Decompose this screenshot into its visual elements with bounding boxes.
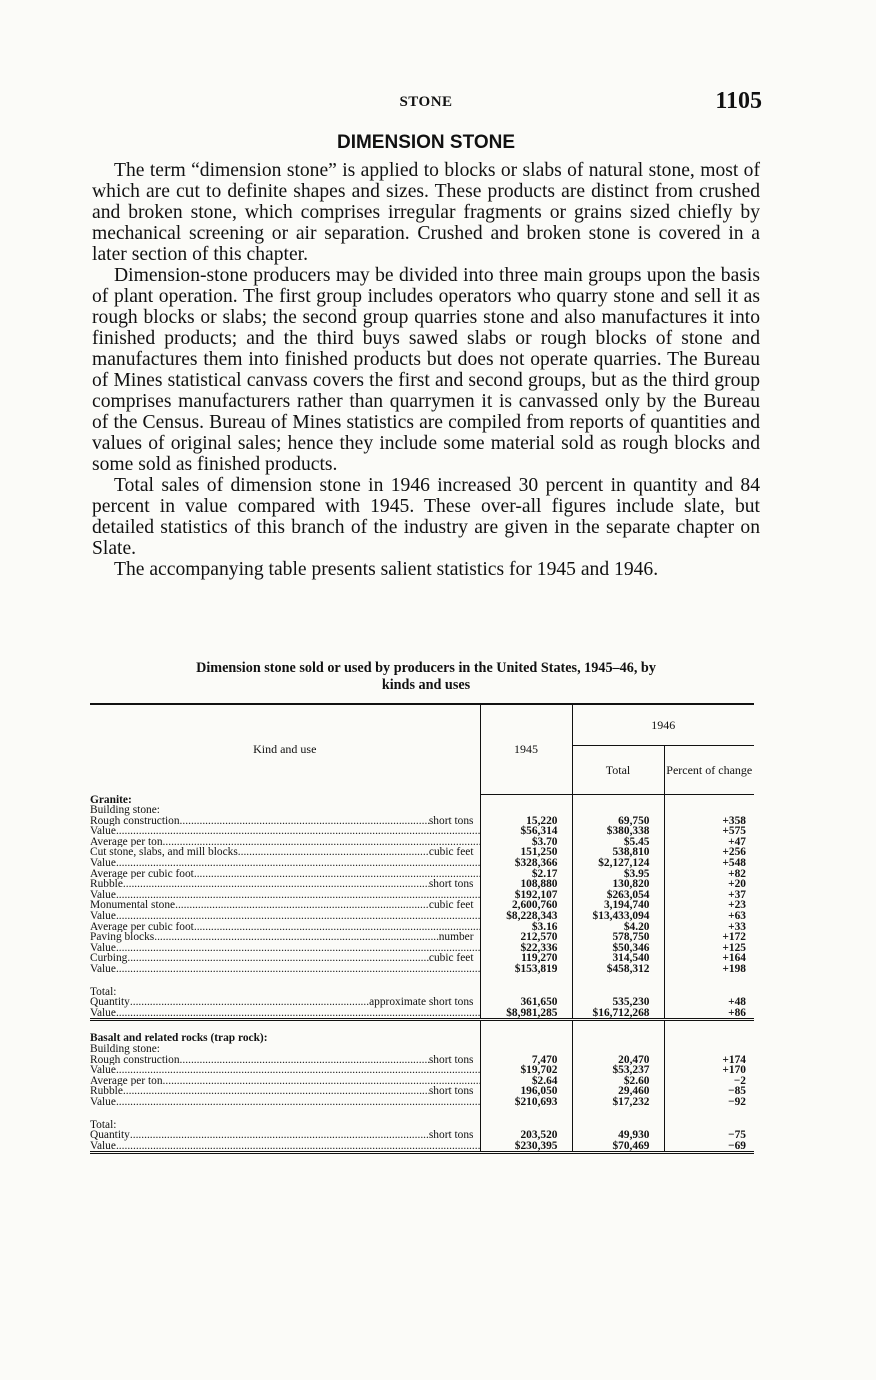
- table-row: [90, 1033, 754, 1044]
- percent-change-cell: −92: [664, 1097, 754, 1108]
- row-label-text: Value: [90, 1065, 116, 1076]
- row-label: [90, 997, 480, 1008]
- row-unit: short tons: [428, 1086, 474, 1097]
- table-row: [90, 911, 754, 922]
- row-unit: cubic feet: [428, 847, 474, 859]
- spacer-row: [90, 975, 754, 987]
- row-label: [90, 953, 480, 964]
- table-row: [90, 922, 754, 933]
- row-label-text: Average per cubic foot: [90, 921, 194, 933]
- table-row: [90, 847, 754, 858]
- row-unit: short tons: [428, 1054, 474, 1066]
- row-label-text: Basalt and related rocks (trap rock):: [90, 1033, 268, 1044]
- percent-change-cell: −85: [664, 1086, 754, 1097]
- row-label-text: Quantity: [90, 1130, 130, 1141]
- leader-dots: [116, 1065, 480, 1076]
- value-1945-cell: 7,470: [480, 1055, 572, 1066]
- row-label: [90, 1141, 480, 1153]
- leader-dots: [175, 900, 429, 911]
- value-1946-total-cell: 130,820: [572, 879, 664, 890]
- value-1945-cell: 203,520: [480, 1130, 572, 1141]
- percent-change-cell: +172: [664, 932, 754, 943]
- paragraph: The accompanying table presents salient statistics for 1945 and 1946.: [114, 559, 659, 580]
- percent-change-cell: +23: [664, 900, 754, 911]
- value-1946-total-cell: $458,312: [572, 964, 664, 975]
- value-1945-cell: 2,600,760: [480, 900, 572, 911]
- row-label-text: Average per ton: [90, 836, 163, 848]
- leader-dots: [130, 997, 369, 1008]
- value-1946-total-cell: 314,540: [572, 953, 664, 964]
- value-1946-total-cell: $5.45: [572, 837, 664, 848]
- row-label-text: Curbing: [90, 953, 128, 964]
- percent-change-cell: [664, 1044, 754, 1055]
- table-row: [90, 805, 754, 816]
- value-1945-cell: 108,880: [480, 879, 572, 890]
- spacer-cell: [664, 1020, 754, 1034]
- row-unit: approximate short tons: [369, 997, 474, 1008]
- leader-dots: [180, 1055, 429, 1066]
- value-1946-total-cell: $70,469: [572, 1141, 664, 1153]
- percent-change-cell: +174: [664, 1055, 754, 1066]
- row-label: [90, 964, 480, 975]
- value-1946-total-cell: 535,230: [572, 997, 664, 1008]
- row-label-text: Average per cubic foot: [90, 868, 194, 880]
- running-title: STONE: [399, 94, 453, 110]
- spacer-cell: [90, 1020, 480, 1034]
- table-row: [90, 900, 754, 911]
- row-label-text: Value: [90, 858, 116, 869]
- row-unit: cubic feet: [428, 900, 474, 912]
- percent-change-cell: [664, 1033, 754, 1044]
- percent-change-cell: +164: [664, 953, 754, 964]
- value-1945-cell: $210,693: [480, 1097, 572, 1108]
- value-1946-total-cell: 20,470: [572, 1055, 664, 1066]
- table-caption-line: kinds and uses: [381, 677, 471, 693]
- header-1945: 1945: [480, 704, 572, 795]
- value-1946-total-cell: [572, 795, 664, 806]
- leader-dots: [116, 1141, 480, 1152]
- row-label: [90, 1055, 480, 1066]
- row-label-text: Rough construction: [90, 815, 180, 827]
- percent-change-cell: +20: [664, 879, 754, 890]
- row-label: [90, 826, 480, 837]
- table-caption: [90, 660, 762, 694]
- row-unit: short tons: [428, 879, 474, 890]
- percent-change-cell: +358: [664, 816, 754, 827]
- row-label-text: Total:: [90, 1119, 117, 1131]
- leader-dots: [163, 1076, 480, 1087]
- value-1945-cell: $2.17: [480, 869, 572, 880]
- value-1945-cell: $153,819: [480, 964, 572, 975]
- value-1945-cell: [480, 1044, 572, 1055]
- spacer-cell: [480, 1108, 572, 1120]
- table-row: [90, 987, 754, 998]
- row-label-text: Value: [90, 1007, 116, 1019]
- value-1945-cell: $3.70: [480, 837, 572, 848]
- percent-change-cell: +125: [664, 943, 754, 954]
- value-1946-total-cell: 3,194,740: [572, 900, 664, 911]
- percent-change-cell: +47: [664, 837, 754, 848]
- percent-change-cell: [664, 795, 754, 806]
- percent-change-cell: +575: [664, 826, 754, 837]
- spacer-cell: [664, 975, 754, 987]
- statistics-table-wrap: [90, 703, 754, 1154]
- row-label: [90, 1076, 480, 1087]
- table-row: [90, 964, 754, 975]
- leader-dots: [154, 932, 438, 943]
- row-label-text: Average per ton: [90, 1075, 163, 1087]
- row-label-text: Value: [90, 889, 116, 901]
- table-row: [90, 1086, 754, 1097]
- row-unit: number: [438, 932, 474, 943]
- value-1945-cell: $3.16: [480, 922, 572, 933]
- table-row: [90, 1044, 754, 1055]
- spacer-cell: [480, 1020, 572, 1034]
- table-row: [90, 869, 754, 880]
- table-row: [90, 1055, 754, 1066]
- table-row: [90, 795, 754, 806]
- table-row: [90, 1008, 754, 1020]
- row-label: [90, 1044, 480, 1055]
- row-unit: short tons: [428, 1130, 474, 1141]
- value-1945-cell: 212,570: [480, 932, 572, 943]
- value-1945-cell: $192,107: [480, 890, 572, 901]
- table-row: [90, 932, 754, 943]
- row-label: [90, 911, 480, 922]
- spacer-cell: [90, 1108, 480, 1120]
- leader-dots: [194, 922, 480, 933]
- row-label-text: Value: [90, 826, 116, 837]
- leader-dots: [123, 879, 429, 890]
- value-1946-total-cell: $50,346: [572, 943, 664, 954]
- value-1945-cell: 15,220: [480, 816, 572, 827]
- row-label: [90, 869, 480, 880]
- percent-change-cell: +37: [664, 890, 754, 901]
- table-row: [90, 858, 754, 869]
- value-1945-cell: $56,314: [480, 826, 572, 837]
- row-label: [90, 805, 480, 816]
- row-label-text: Value: [90, 942, 116, 954]
- value-1946-total-cell: 69,750: [572, 816, 664, 827]
- table-row: [90, 943, 754, 954]
- value-1945-cell: [480, 795, 572, 806]
- percent-change-cell: +548: [664, 858, 754, 869]
- table-row: [90, 816, 754, 827]
- spacer-cell: [572, 1020, 664, 1034]
- value-1945-cell: $2.64: [480, 1076, 572, 1087]
- percent-change-cell: −69: [664, 1141, 754, 1153]
- row-label-text: Cut stone, slabs, and mill blocks: [90, 847, 238, 859]
- row-unit: short tons: [428, 815, 474, 827]
- value-1945-cell: $19,702: [480, 1065, 572, 1076]
- row-label-text: Monumental stone: [90, 900, 176, 912]
- percent-change-cell: +82: [664, 869, 754, 880]
- leader-dots: [127, 953, 429, 964]
- row-label: [90, 858, 480, 869]
- body-text: [92, 160, 760, 580]
- table-row: [90, 1076, 754, 1087]
- table-row: [90, 826, 754, 837]
- percent-change-cell: −75: [664, 1130, 754, 1141]
- table-row: [90, 879, 754, 890]
- table-row: [90, 1065, 754, 1076]
- row-label: [90, 837, 480, 848]
- table-caption-line: Dimension stone sold or used by producers in the United States, 1945–46, by: [196, 660, 656, 676]
- value-1946-total-cell: $2.60: [572, 1076, 664, 1087]
- value-1946-total-cell: [572, 1033, 664, 1044]
- section-title: DIMENSION STONE: [336, 132, 516, 153]
- leader-dots: [238, 847, 429, 858]
- row-label: [90, 795, 480, 806]
- value-1946-total-cell: $4.20: [572, 922, 664, 933]
- row-label: [90, 890, 480, 901]
- leader-dots: [194, 869, 480, 880]
- leader-dots: [116, 1097, 480, 1108]
- table-row: [90, 997, 754, 1008]
- value-1945-cell: 151,250: [480, 847, 572, 858]
- row-label-text: Rough construction: [90, 1054, 180, 1066]
- row-label-text: Granite:: [90, 794, 132, 806]
- value-1946-total-cell: [572, 1044, 664, 1055]
- spacer-row: [90, 1020, 754, 1034]
- value-1946-total-cell: 29,460: [572, 1086, 664, 1097]
- percent-change-cell: +86: [664, 1008, 754, 1020]
- header-1946: 1946: [572, 704, 754, 746]
- row-label: [90, 1120, 480, 1131]
- value-1945-cell: $22,336: [480, 943, 572, 954]
- table-row: [90, 837, 754, 848]
- spacer-cell: [572, 975, 664, 987]
- value-1946-total-cell: $263,054: [572, 890, 664, 901]
- table-row: [90, 1120, 754, 1131]
- row-label-text: Paving blocks: [90, 932, 155, 943]
- table-row: [90, 1097, 754, 1108]
- header-percent-change: Percent of change: [664, 746, 754, 795]
- row-label: [90, 987, 480, 998]
- value-1946-total-cell: 538,810: [572, 847, 664, 858]
- spacer-row: [90, 1108, 754, 1120]
- spacer-cell: [480, 975, 572, 987]
- row-label: [90, 922, 480, 933]
- value-1945-cell: 196,050: [480, 1086, 572, 1097]
- row-label: [90, 816, 480, 827]
- value-1945-cell: [480, 1033, 572, 1044]
- row-label-text: Value: [90, 911, 116, 922]
- row-label-text: Building stone:: [90, 805, 160, 816]
- percent-change-cell: +33: [664, 922, 754, 933]
- leader-dots: [116, 858, 480, 869]
- value-1946-total-cell: $53,237: [572, 1065, 664, 1076]
- percent-change-cell: +198: [664, 964, 754, 975]
- spacer-cell: [572, 1108, 664, 1120]
- row-label-text: Building stone:: [90, 1043, 160, 1055]
- row-label: [90, 1130, 480, 1141]
- table-row: [90, 1130, 754, 1141]
- leader-dots: [163, 837, 480, 848]
- value-1945-cell: $328,366: [480, 858, 572, 869]
- value-1946-total-cell: $2,127,124: [572, 858, 664, 869]
- row-label: [90, 900, 480, 911]
- value-1945-cell: 361,650: [480, 997, 572, 1008]
- row-label: [90, 1008, 480, 1020]
- row-label-text: Value: [90, 1096, 116, 1108]
- running-head: [90, 88, 762, 118]
- value-1946-total-cell: 578,750: [572, 932, 664, 943]
- row-label: [90, 847, 480, 858]
- row-label: [90, 1097, 480, 1108]
- percent-change-cell: −2: [664, 1076, 754, 1087]
- leader-dots: [116, 911, 480, 922]
- leader-dots: [116, 964, 480, 975]
- paragraph: The term “dimension stone” is applied to blocks or slabs of natural stone, most of which are cut to definite shapes and sizes. These products are distinct from crushed and broken stone, which comprises irregular fragments or grains sized chiefly by mechanical screening or air separation. Crushed and broken stone is covered in a later section of this chapter.: [92, 160, 760, 265]
- value-1946-total-cell: $3.95: [572, 869, 664, 880]
- row-label: [90, 879, 480, 890]
- table-row: [90, 890, 754, 901]
- percent-change-cell: +256: [664, 847, 754, 858]
- table-body: [90, 795, 754, 1153]
- percent-change-cell: +48: [664, 997, 754, 1008]
- row-label-text: Value: [90, 1140, 116, 1152]
- paragraph: Total sales of dimension stone in 1946 increased 30 percent in quantity and 84 percent in value compared with 1945. These over-all figures include slate, but detailed statistics of this branch of the industry are given in the separate chapter on Slate.: [92, 475, 760, 559]
- leader-dots: [116, 826, 480, 837]
- header-kind-and-use: Kind and use: [90, 704, 480, 795]
- percent-change-cell: +170: [664, 1065, 754, 1076]
- value-1946-total-cell: $13,433,094: [572, 911, 664, 922]
- leader-dots: [116, 943, 480, 954]
- value-1946-total-cell: $380,338: [572, 826, 664, 837]
- row-label-text: Rubble: [90, 1086, 123, 1097]
- leader-dots: [116, 1008, 480, 1019]
- row-label-text: Rubble: [90, 879, 123, 890]
- spacer-cell: [90, 975, 480, 987]
- row-label-text: Quantity: [90, 997, 130, 1008]
- table-row: [90, 953, 754, 964]
- value-1945-cell: 119,270: [480, 953, 572, 964]
- row-label-text: Total:: [90, 986, 117, 998]
- value-1945-cell: $8,981,285: [480, 1008, 572, 1020]
- page-number: 1105: [715, 88, 762, 114]
- spacer-cell: [664, 1108, 754, 1120]
- leader-dots: [180, 816, 429, 827]
- row-label: [90, 943, 480, 954]
- row-label: [90, 1065, 480, 1076]
- leader-dots: [116, 890, 480, 901]
- leader-dots: [123, 1086, 429, 1097]
- header-total: Total: [572, 746, 664, 795]
- value-1945-cell: $230,395: [480, 1141, 572, 1153]
- leader-dots: [130, 1130, 429, 1141]
- value-1946-total-cell: 49,930: [572, 1130, 664, 1141]
- table-row: [90, 1141, 754, 1153]
- row-label-text: Value: [90, 964, 116, 975]
- row-unit: cubic feet: [428, 953, 474, 964]
- paragraph: Dimension-stone producers may be divided into three main groups upon the basis of plant operation. The first group includes operators who quarry stone and sell it as rough blocks or slabs; the second group quarries stone and also manufactures it into finished products; and the third buys sawed slabs or rough blocks of stone and manufactures them into finished products but does not operate quarries. The Bureau of Mines statistical canvass covers the first and second groups, but as the third group comprises manufacturers rather than quarrymen it is canvassed only by the Bureau of the Census. Bureau of Mines statistics are compiled from reports of quantities and values of original sales; hence they include some material sold as rough blocks and some sold as finished products.: [92, 265, 760, 475]
- value-1945-cell: $8,228,343: [480, 911, 572, 922]
- row-label: [90, 932, 480, 943]
- statistics-table: [90, 703, 754, 1154]
- row-label: [90, 1033, 480, 1044]
- row-label: [90, 1086, 480, 1097]
- percent-change-cell: +63: [664, 911, 754, 922]
- value-1946-total-cell: $16,712,268: [572, 1008, 664, 1020]
- value-1946-total-cell: $17,232: [572, 1097, 664, 1108]
